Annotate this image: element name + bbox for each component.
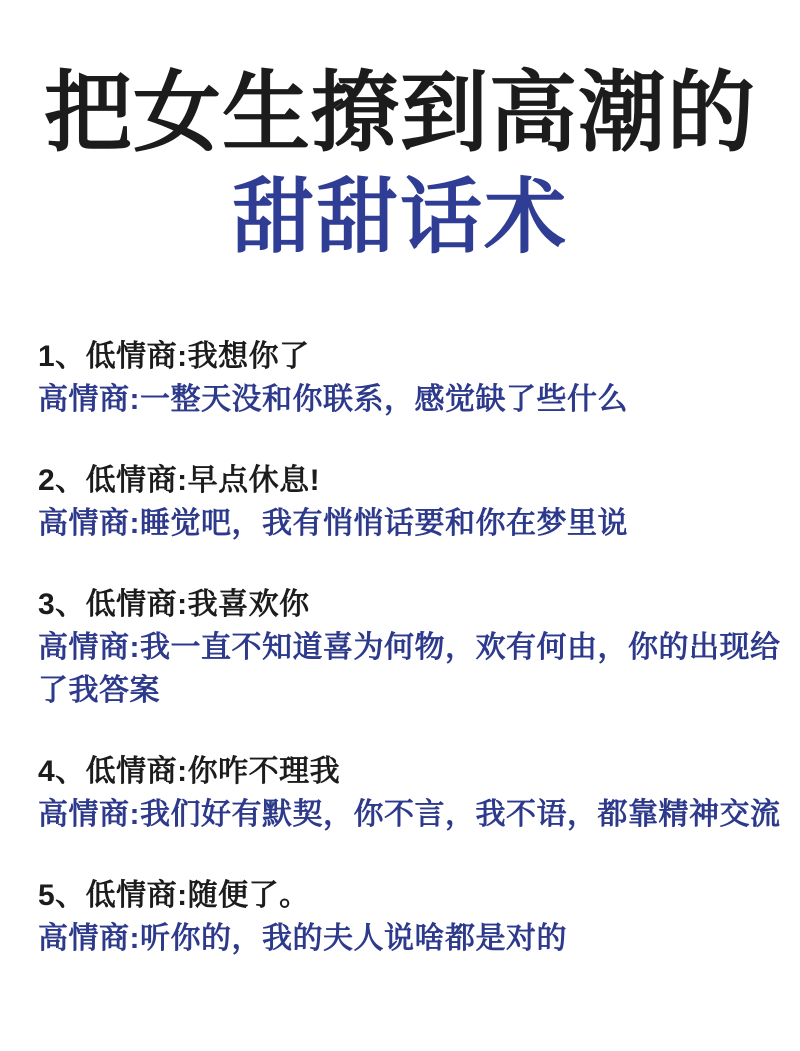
page-title xyxy=(0,64,800,265)
title-line-2: 甜甜话术 xyxy=(231,172,568,264)
high-eq-line: 高情商:听你的，我的夫人说啥都是对的 xyxy=(38,922,567,956)
list-item xyxy=(38,335,782,421)
title-line-1: 把女生撩到高潮的 xyxy=(43,66,756,163)
low-eq-line: 2、低情商:早点休息! xyxy=(38,464,321,498)
high-eq-line: 高情商:我一直不知道喜为何物，欢有何由，你的出现给了我答案 xyxy=(38,631,781,708)
low-eq-line: 3、低情商:我喜欢你 xyxy=(38,588,310,622)
list-item xyxy=(38,459,782,545)
phrase-list xyxy=(38,335,782,960)
list-item xyxy=(38,583,782,712)
high-eq-line: 高情商:我们好有默契，你不言，我不语，都靠精神交流 xyxy=(38,798,781,832)
low-eq-line: 1、低情商:我想你了 xyxy=(38,340,310,374)
list-item xyxy=(38,874,782,960)
low-eq-line: 5、低情商:随便了。 xyxy=(38,879,310,913)
list-item xyxy=(38,750,782,836)
low-eq-line: 4、低情商:你咋不理我 xyxy=(38,755,341,789)
high-eq-line: 高情商:睡觉吧，我有悄悄话要和你在梦里说 xyxy=(38,507,628,541)
high-eq-line: 高情商:一整天没和你联系，感觉缺了些什么 xyxy=(38,383,628,417)
